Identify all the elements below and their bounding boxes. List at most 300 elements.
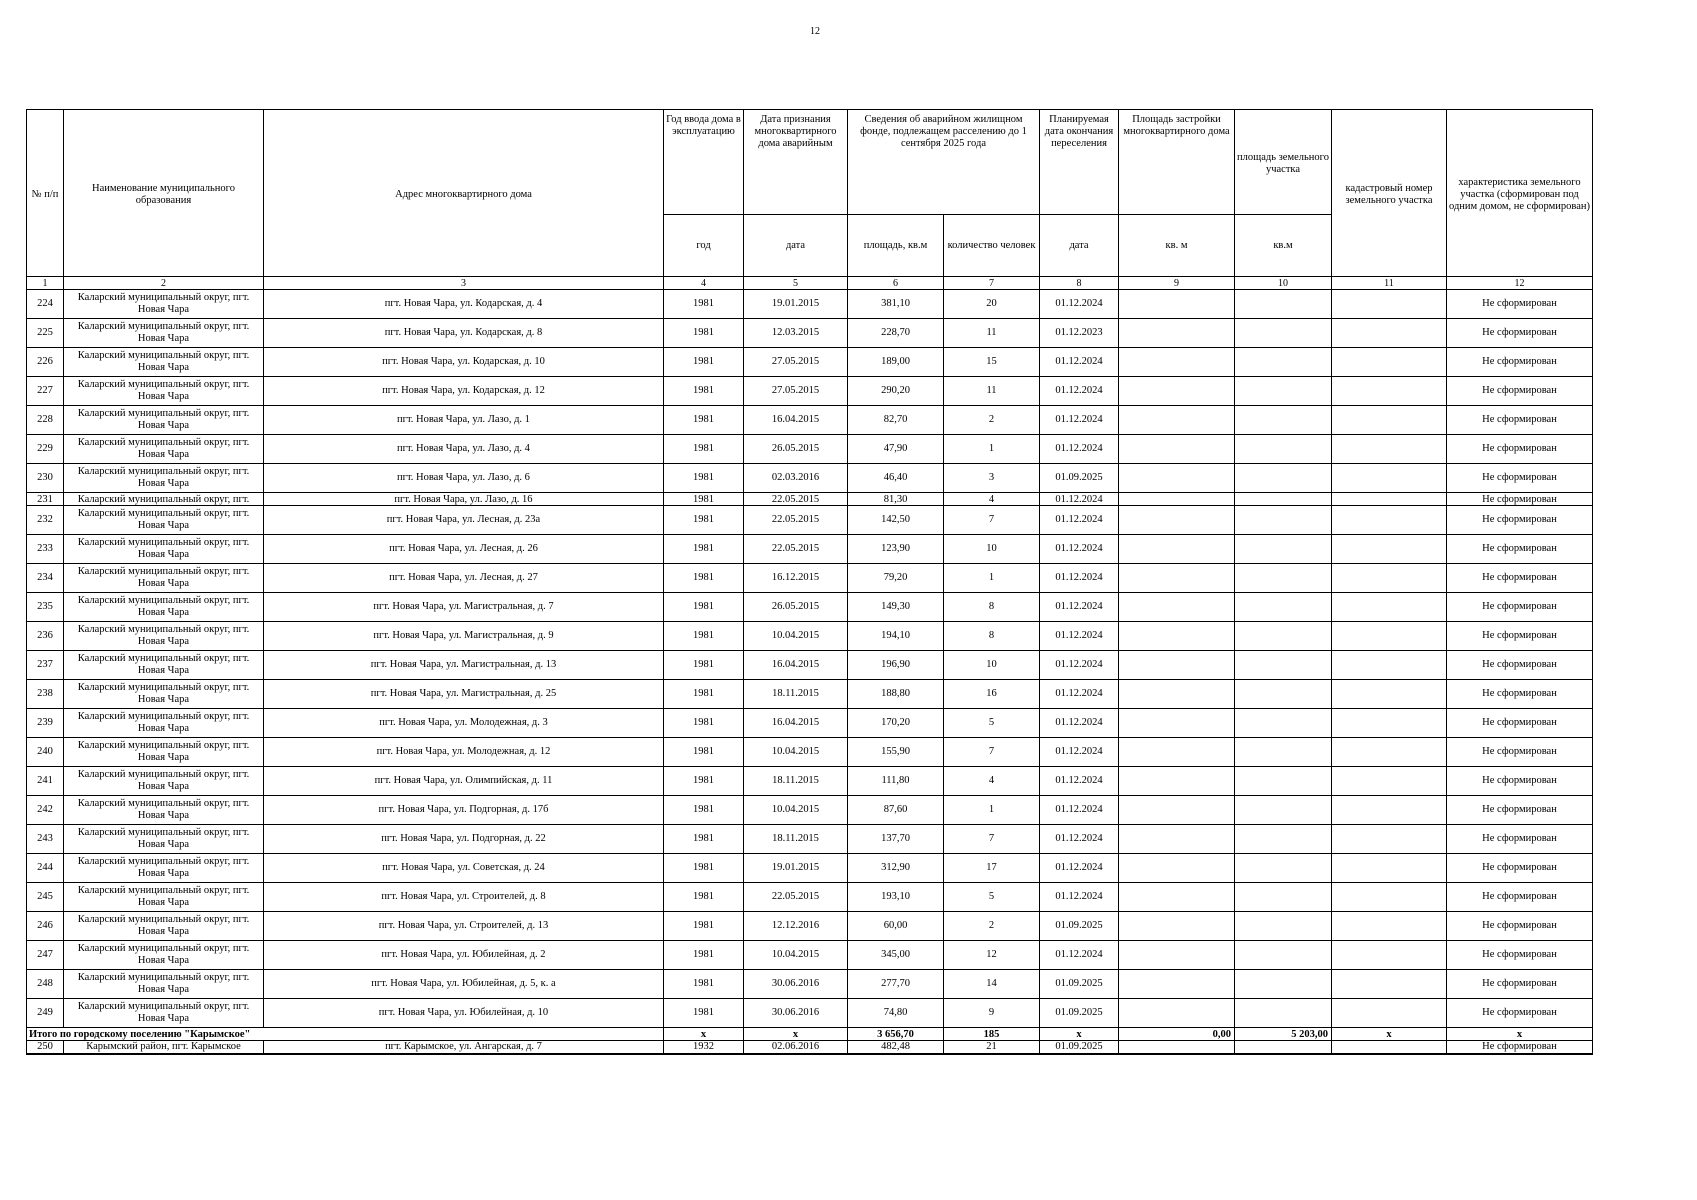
table-row: [27, 406, 1593, 435]
column-number: 11: [1332, 277, 1447, 290]
subheader-people: количество человек: [944, 215, 1040, 277]
address-cell: пгт. Новая Чара, ул. Лесная, д. 26: [264, 535, 664, 564]
building-area-cell: [1119, 377, 1235, 406]
row-number: 247: [27, 941, 64, 970]
year-cell: 1981: [664, 319, 744, 348]
year-cell: 1981: [664, 464, 744, 493]
planned-date-cell: 01.09.2025: [1040, 464, 1119, 493]
municipality-cell: [64, 709, 264, 738]
row-number: 227: [27, 377, 64, 406]
column-number: 3: [264, 277, 664, 290]
total-c10-cell: 5 203,00: [1235, 1028, 1332, 1041]
municipality-line-1: Каларский муниципальный округ, пгт.: [77, 798, 250, 809]
building-area-cell: [1119, 883, 1235, 912]
municipality-line-2: Новая Чара: [137, 520, 190, 531]
area-cell: 228,70: [848, 319, 944, 348]
address-cell: пгт. Новая Чара, ул. Подгорная, д. 17б: [264, 796, 664, 825]
people-cell: 1: [944, 435, 1040, 464]
cadastral-cell: [1332, 854, 1447, 883]
municipality-line-2: Новая Чара: [137, 810, 190, 821]
column-number: 6: [848, 277, 944, 290]
emergency-date-cell: 12.12.2016: [744, 912, 848, 941]
land-status-cell: Не сформирован: [1447, 493, 1593, 506]
planned-date-cell: 01.12.2024: [1040, 622, 1119, 651]
address-cell: пгт. Новая Чара, ул. Кодарская, д. 12: [264, 377, 664, 406]
land-area-cell: [1235, 651, 1332, 680]
year-cell: 1981: [664, 506, 744, 535]
header-cadastral: кадастровый номер земельного участка: [1332, 110, 1447, 277]
building-area-cell: [1119, 680, 1235, 709]
area-cell: 74,80: [848, 999, 944, 1028]
cadastral-cell: [1332, 493, 1447, 506]
header-planned-end: Планируемая дата окончания переселения: [1040, 110, 1119, 215]
subheader-building-kvm: кв. м: [1119, 215, 1235, 277]
land-area-cell: [1235, 290, 1332, 319]
building-area-cell: [1119, 970, 1235, 999]
row-number: 239: [27, 709, 64, 738]
table-row: [27, 464, 1593, 493]
building-area-cell: [1119, 825, 1235, 854]
planned-date-cell: 01.12.2024: [1040, 493, 1119, 506]
land-status-cell: Не сформирован: [1447, 435, 1593, 464]
land-area-cell: [1235, 709, 1332, 738]
municipality-line-2: Новая Чара: [137, 391, 190, 402]
area-cell: 149,30: [848, 593, 944, 622]
municipality-cell: [64, 464, 264, 493]
year-cell: 1981: [664, 970, 744, 999]
municipality-cell: [64, 738, 264, 767]
table-body: [27, 290, 1593, 1054]
municipality-line-2: Новая Чара: [137, 478, 190, 489]
address-cell: пгт. Новая Чара, ул. Лазо, д. 16: [264, 493, 664, 506]
row-number: 245: [27, 883, 64, 912]
row-number: 243: [27, 825, 64, 854]
municipality-line-1: Каларский муниципальный округ, пгт.: [77, 624, 250, 635]
planned-date-cell: 01.12.2024: [1040, 738, 1119, 767]
building-area-cell: [1119, 1041, 1235, 1054]
building-area-cell: [1119, 348, 1235, 377]
emergency-date-cell: 12.03.2015: [744, 319, 848, 348]
table-row: [27, 622, 1593, 651]
total-c12-cell: х: [1447, 1028, 1593, 1041]
municipality-cell: [64, 680, 264, 709]
year-cell: 1981: [664, 493, 744, 506]
address-cell: пгт. Новая Чара, ул. Юбилейная, д. 2: [264, 941, 664, 970]
table-row: [27, 999, 1593, 1028]
municipality-line-1: Каларский муниципальный округ, пгт.: [77, 379, 250, 390]
area-cell: 189,00: [848, 348, 944, 377]
municipality-line-1: Каларский муниципальный округ, пгт.: [77, 537, 250, 548]
row-number: 236: [27, 622, 64, 651]
address-cell: пгт. Новая Чара, ул. Магистральная, д. 9: [264, 622, 664, 651]
row-number: 231: [27, 493, 64, 506]
people-cell: 5: [944, 883, 1040, 912]
municipality-line-1: Каларский муниципальный округ, пгт.: [77, 508, 250, 519]
building-area-cell: [1119, 709, 1235, 738]
address-cell: пгт. Новая Чара, ул. Магистральная, д. 25: [264, 680, 664, 709]
total-area-cell: 3 656,70: [848, 1028, 944, 1041]
row-number: 225: [27, 319, 64, 348]
year-cell: 1981: [664, 348, 744, 377]
emergency-date-cell: 16.12.2015: [744, 564, 848, 593]
emergency-date-cell: 19.01.2015: [744, 290, 848, 319]
people-cell: 8: [944, 593, 1040, 622]
cadastral-cell: [1332, 464, 1447, 493]
municipality-line-2: Новая Чара: [137, 607, 190, 618]
land-area-cell: [1235, 1041, 1332, 1054]
header-land-characteristic: характеристика земельного участка (сформирован под одним домом, не сформирован): [1447, 110, 1593, 277]
column-number: 7: [944, 277, 1040, 290]
land-area-cell: [1235, 854, 1332, 883]
row-number: 237: [27, 651, 64, 680]
municipality-line-2: Новая Чара: [137, 926, 190, 937]
emergency-date-cell: 10.04.2015: [744, 796, 848, 825]
municipality-line-1: Каларский муниципальный округ, пгт.: [77, 1001, 250, 1012]
total-people-cell: 185: [944, 1028, 1040, 1041]
land-area-cell: [1235, 464, 1332, 493]
emergency-date-cell: 10.04.2015: [744, 622, 848, 651]
table-row: [27, 348, 1593, 377]
planned-date-cell: 01.12.2024: [1040, 506, 1119, 535]
municipality-cell: [64, 912, 264, 941]
land-area-cell: [1235, 348, 1332, 377]
municipality-line-2: Новая Чара: [137, 1013, 190, 1024]
column-number-row: [27, 277, 1593, 290]
table-row: [27, 709, 1593, 738]
header-land-area: площадь земельного участка: [1235, 110, 1332, 215]
building-area-cell: [1119, 738, 1235, 767]
address-cell: пгт. Новая Чара, ул. Юбилейная, д. 10: [264, 999, 664, 1028]
subheader-plan-date: дата: [1040, 215, 1119, 277]
cadastral-cell: [1332, 435, 1447, 464]
header-fund-info: Сведения об аварийном жилищном фонде, подлежащем расселению до 1 сентября 2025 года: [848, 110, 1040, 215]
planned-date-cell: 01.12.2024: [1040, 796, 1119, 825]
address-cell: пгт. Карымское, ул. Ангарская, д. 7: [264, 1041, 664, 1054]
table-row: [27, 535, 1593, 564]
municipality-line-1: Каларский муниципальный округ, пгт.: [77, 885, 250, 896]
emergency-date-cell: 30.06.2016: [744, 999, 848, 1028]
municipality-cell: [64, 796, 264, 825]
municipality-line-2: Новая Чара: [137, 723, 190, 734]
people-cell: 10: [944, 651, 1040, 680]
municipality-line-1: Каларский муниципальный округ, пгт.: [77, 350, 250, 361]
planned-date-cell: 01.09.2025: [1040, 912, 1119, 941]
column-number: 9: [1119, 277, 1235, 290]
municipality-line-1: Каларский муниципальный округ, пгт.: [77, 856, 250, 867]
municipality-line-1: Каларский муниципальный округ, пгт.: [77, 682, 250, 693]
building-area-cell: [1119, 854, 1235, 883]
table-row: [27, 506, 1593, 535]
year-cell: 1981: [664, 290, 744, 319]
planned-date-cell: 01.12.2024: [1040, 290, 1119, 319]
header-num: № п/п: [27, 110, 64, 277]
year-cell: 1981: [664, 593, 744, 622]
emergency-date-cell: 27.05.2015: [744, 377, 848, 406]
people-cell: 7: [944, 825, 1040, 854]
municipality-line-1: Каларский муниципальный округ, пгт.: [77, 769, 250, 780]
column-number: 2: [64, 277, 264, 290]
planned-date-cell: 01.12.2024: [1040, 377, 1119, 406]
emergency-date-cell: 26.05.2015: [744, 593, 848, 622]
municipality-cell: [64, 941, 264, 970]
area-cell: 82,70: [848, 406, 944, 435]
area-cell: 170,20: [848, 709, 944, 738]
land-area-cell: [1235, 319, 1332, 348]
municipality-cell: [64, 493, 264, 506]
planned-date-cell: 01.12.2024: [1040, 593, 1119, 622]
area-cell: 155,90: [848, 738, 944, 767]
people-cell: 17: [944, 854, 1040, 883]
people-cell: 12: [944, 941, 1040, 970]
address-cell: пгт. Новая Чара, ул. Кодарская, д. 4: [264, 290, 664, 319]
cadastral-cell: [1332, 883, 1447, 912]
people-cell: 16: [944, 680, 1040, 709]
cadastral-cell: [1332, 941, 1447, 970]
row-number: 224: [27, 290, 64, 319]
land-area-cell: [1235, 493, 1332, 506]
year-cell: 1981: [664, 709, 744, 738]
year-cell: 1981: [664, 622, 744, 651]
municipality-line-1: Каларский муниципальный округ, пгт.: [77, 493, 250, 505]
row-number: 242: [27, 796, 64, 825]
building-area-cell: [1119, 999, 1235, 1028]
area-cell: 194,10: [848, 622, 944, 651]
row-number: 234: [27, 564, 64, 593]
building-area-cell: [1119, 506, 1235, 535]
column-number: 4: [664, 277, 744, 290]
building-area-cell: [1119, 796, 1235, 825]
building-area-cell: [1119, 493, 1235, 506]
land-status-cell: Не сформирован: [1447, 290, 1593, 319]
row-number: 229: [27, 435, 64, 464]
table-row: [27, 493, 1593, 506]
municipality-line-1: Каларский муниципальный округ, пгт.: [77, 437, 250, 448]
municipality-cell: [64, 970, 264, 999]
land-status-cell: Не сформирован: [1447, 883, 1593, 912]
year-cell: 1981: [664, 912, 744, 941]
municipality-line-1: Каларский муниципальный округ, пгт.: [77, 740, 250, 751]
municipality-cell: [64, 535, 264, 564]
building-area-cell: [1119, 767, 1235, 796]
planned-date-cell: 01.12.2024: [1040, 825, 1119, 854]
planned-date-cell: 01.12.2024: [1040, 709, 1119, 738]
municipality-cell: [64, 564, 264, 593]
building-area-cell: [1119, 464, 1235, 493]
land-status-cell: Не сформирован: [1447, 535, 1593, 564]
address-cell: пгт. Новая Чара, ул. Лазо, д. 6: [264, 464, 664, 493]
building-area-cell: [1119, 435, 1235, 464]
municipality-line-2: Новая Чара: [137, 781, 190, 792]
row-number: 238: [27, 680, 64, 709]
table-row: [27, 738, 1593, 767]
municipality-line-2: Новая Чара: [137, 333, 190, 344]
planned-date-cell: 01.12.2024: [1040, 535, 1119, 564]
municipality-line-2: Новая Чара: [137, 752, 190, 763]
people-cell: 1: [944, 796, 1040, 825]
municipality-cell: [64, 622, 264, 651]
column-number: 12: [1447, 277, 1593, 290]
area-cell: 111,80: [848, 767, 944, 796]
municipality-cell: [64, 593, 264, 622]
municipality-line-1: Каларский муниципальный округ, пгт.: [77, 914, 250, 925]
people-cell: 14: [944, 970, 1040, 999]
table-row: [27, 883, 1593, 912]
year-cell: 1981: [664, 651, 744, 680]
row-number: 226: [27, 348, 64, 377]
land-area-cell: [1235, 767, 1332, 796]
table-row: [27, 796, 1593, 825]
table-row: [27, 290, 1593, 319]
land-status-cell: Не сформирован: [1447, 319, 1593, 348]
planned-date-cell: 01.12.2024: [1040, 854, 1119, 883]
municipality-line-2: Новая Чара: [137, 362, 190, 373]
building-area-cell: [1119, 564, 1235, 593]
people-cell: 20: [944, 290, 1040, 319]
land-status-cell: Не сформирован: [1447, 651, 1593, 680]
municipality-line-2: Новая Чара: [137, 868, 190, 879]
row-number: 246: [27, 912, 64, 941]
planned-date-cell: 01.12.2024: [1040, 406, 1119, 435]
emergency-housing-table: [26, 109, 1593, 1055]
emergency-date-cell: 18.11.2015: [744, 680, 848, 709]
land-status-cell: Не сформирован: [1447, 464, 1593, 493]
municipality-cell: [64, 290, 264, 319]
municipality-line-1: Каларский муниципальный округ, пгт.: [77, 943, 250, 954]
table-row: [27, 593, 1593, 622]
land-area-cell: [1235, 912, 1332, 941]
address-cell: пгт. Новая Чара, ул. Лесная, д. 23а: [264, 506, 664, 535]
year-cell: 1981: [664, 377, 744, 406]
total-label: Итого по городскому поселению "Карымское": [27, 1028, 664, 1041]
emergency-date-cell: 10.04.2015: [744, 941, 848, 970]
address-cell: пгт. Новая Чара, ул. Строителей, д. 8: [264, 883, 664, 912]
building-area-cell: [1119, 290, 1235, 319]
row-number: 228: [27, 406, 64, 435]
building-area-cell: [1119, 622, 1235, 651]
address-cell: пгт. Новая Чара, ул. Лазо, д. 4: [264, 435, 664, 464]
building-area-cell: [1119, 319, 1235, 348]
municipality-cell: Карымский район, пгт. Карымское: [64, 1041, 264, 1054]
address-cell: пгт. Новая Чара, ул. Подгорная, д. 22: [264, 825, 664, 854]
planned-date-cell: 01.12.2024: [1040, 651, 1119, 680]
planned-date-cell: 01.12.2024: [1040, 348, 1119, 377]
land-status-cell: Не сформирован: [1447, 348, 1593, 377]
emergency-date-cell: 22.05.2015: [744, 883, 848, 912]
people-cell: 8: [944, 622, 1040, 651]
planned-date-cell: 01.09.2025: [1040, 1041, 1119, 1054]
land-status-cell: Не сформирован: [1447, 999, 1593, 1028]
column-number: 10: [1235, 277, 1332, 290]
municipality-cell: [64, 435, 264, 464]
municipality-line-2: Новая Чара: [137, 636, 190, 647]
area-cell: 137,70: [848, 825, 944, 854]
land-status-cell: Не сформирован: [1447, 1041, 1593, 1054]
emergency-date-cell: 26.05.2015: [744, 435, 848, 464]
year-cell: 1981: [664, 941, 744, 970]
people-cell: 9: [944, 999, 1040, 1028]
header-emergency-date: Дата признания многоквартирного дома аварийным: [744, 110, 848, 215]
subheader-date: дата: [744, 215, 848, 277]
emergency-date-cell: 02.03.2016: [744, 464, 848, 493]
emergency-date-cell: 16.04.2015: [744, 406, 848, 435]
land-status-cell: Не сформирован: [1447, 377, 1593, 406]
municipality-cell: [64, 767, 264, 796]
land-status-cell: Не сформирован: [1447, 941, 1593, 970]
table-row: [27, 435, 1593, 464]
area-cell: 345,00: [848, 941, 944, 970]
address-cell: пгт. Новая Чара, ул. Лесная, д. 27: [264, 564, 664, 593]
total-c11-cell: х: [1332, 1028, 1447, 1041]
total-row: [27, 1028, 1593, 1041]
municipality-line-2: Новая Чара: [137, 694, 190, 705]
cadastral-cell: [1332, 970, 1447, 999]
emergency-date-cell: 16.04.2015: [744, 709, 848, 738]
municipality-cell: [64, 825, 264, 854]
municipality-cell: [64, 883, 264, 912]
people-cell: 10: [944, 535, 1040, 564]
municipality-line-1: Каларский муниципальный округ, пгт.: [77, 321, 250, 332]
cadastral-cell: [1332, 564, 1447, 593]
emergency-date-cell: 27.05.2015: [744, 348, 848, 377]
address-cell: пгт. Новая Чара, ул. Кодарская, д. 10: [264, 348, 664, 377]
table-row: [27, 319, 1593, 348]
row-number: 240: [27, 738, 64, 767]
municipality-line-1: Каларский муниципальный округ, пгт.: [77, 566, 250, 577]
total-year-cell: х: [664, 1028, 744, 1041]
people-cell: 11: [944, 377, 1040, 406]
municipality-line-2: Новая Чара: [137, 897, 190, 908]
municipality-cell: [64, 319, 264, 348]
emergency-date-cell: 18.11.2015: [744, 767, 848, 796]
area-cell: 123,90: [848, 535, 944, 564]
header-year-built: Год ввода дома в эксплуатацию: [664, 110, 744, 215]
people-cell: 2: [944, 406, 1040, 435]
planned-date-cell: 01.12.2024: [1040, 941, 1119, 970]
municipality-line-1: Каларский муниципальный округ, пгт.: [77, 972, 250, 983]
area-cell: 46,40: [848, 464, 944, 493]
year-cell: 1981: [664, 564, 744, 593]
municipality-cell: [64, 999, 264, 1028]
table-row: [27, 825, 1593, 854]
cadastral-cell: [1332, 767, 1447, 796]
year-cell: 1981: [664, 825, 744, 854]
cadastral-cell: [1332, 680, 1447, 709]
table-row: [27, 651, 1593, 680]
land-area-cell: [1235, 970, 1332, 999]
municipality-cell: [64, 506, 264, 535]
year-cell: 1932: [664, 1041, 744, 1054]
address-cell: пгт. Новая Чара, ул. Строителей, д. 13: [264, 912, 664, 941]
people-cell: 3: [944, 464, 1040, 493]
land-area-cell: [1235, 435, 1332, 464]
emergency-date-cell: 18.11.2015: [744, 825, 848, 854]
address-cell: пгт. Новая Чара, ул. Советская, д. 24: [264, 854, 664, 883]
table-row: [27, 767, 1593, 796]
table-row: [27, 970, 1593, 999]
year-cell: 1981: [664, 796, 744, 825]
cadastral-cell: [1332, 406, 1447, 435]
address-cell: пгт. Новая Чара, ул. Олимпийская, д. 11: [264, 767, 664, 796]
address-cell: пгт. Новая Чара, ул. Магистральная, д. 7: [264, 593, 664, 622]
subheader-year: год: [664, 215, 744, 277]
area-cell: 196,90: [848, 651, 944, 680]
address-cell: пгт. Новая Чара, ул. Молодежная, д. 3: [264, 709, 664, 738]
land-area-cell: [1235, 564, 1332, 593]
cadastral-cell: [1332, 709, 1447, 738]
municipality-cell: [64, 348, 264, 377]
land-status-cell: Не сформирован: [1447, 680, 1593, 709]
cadastral-cell: [1332, 290, 1447, 319]
